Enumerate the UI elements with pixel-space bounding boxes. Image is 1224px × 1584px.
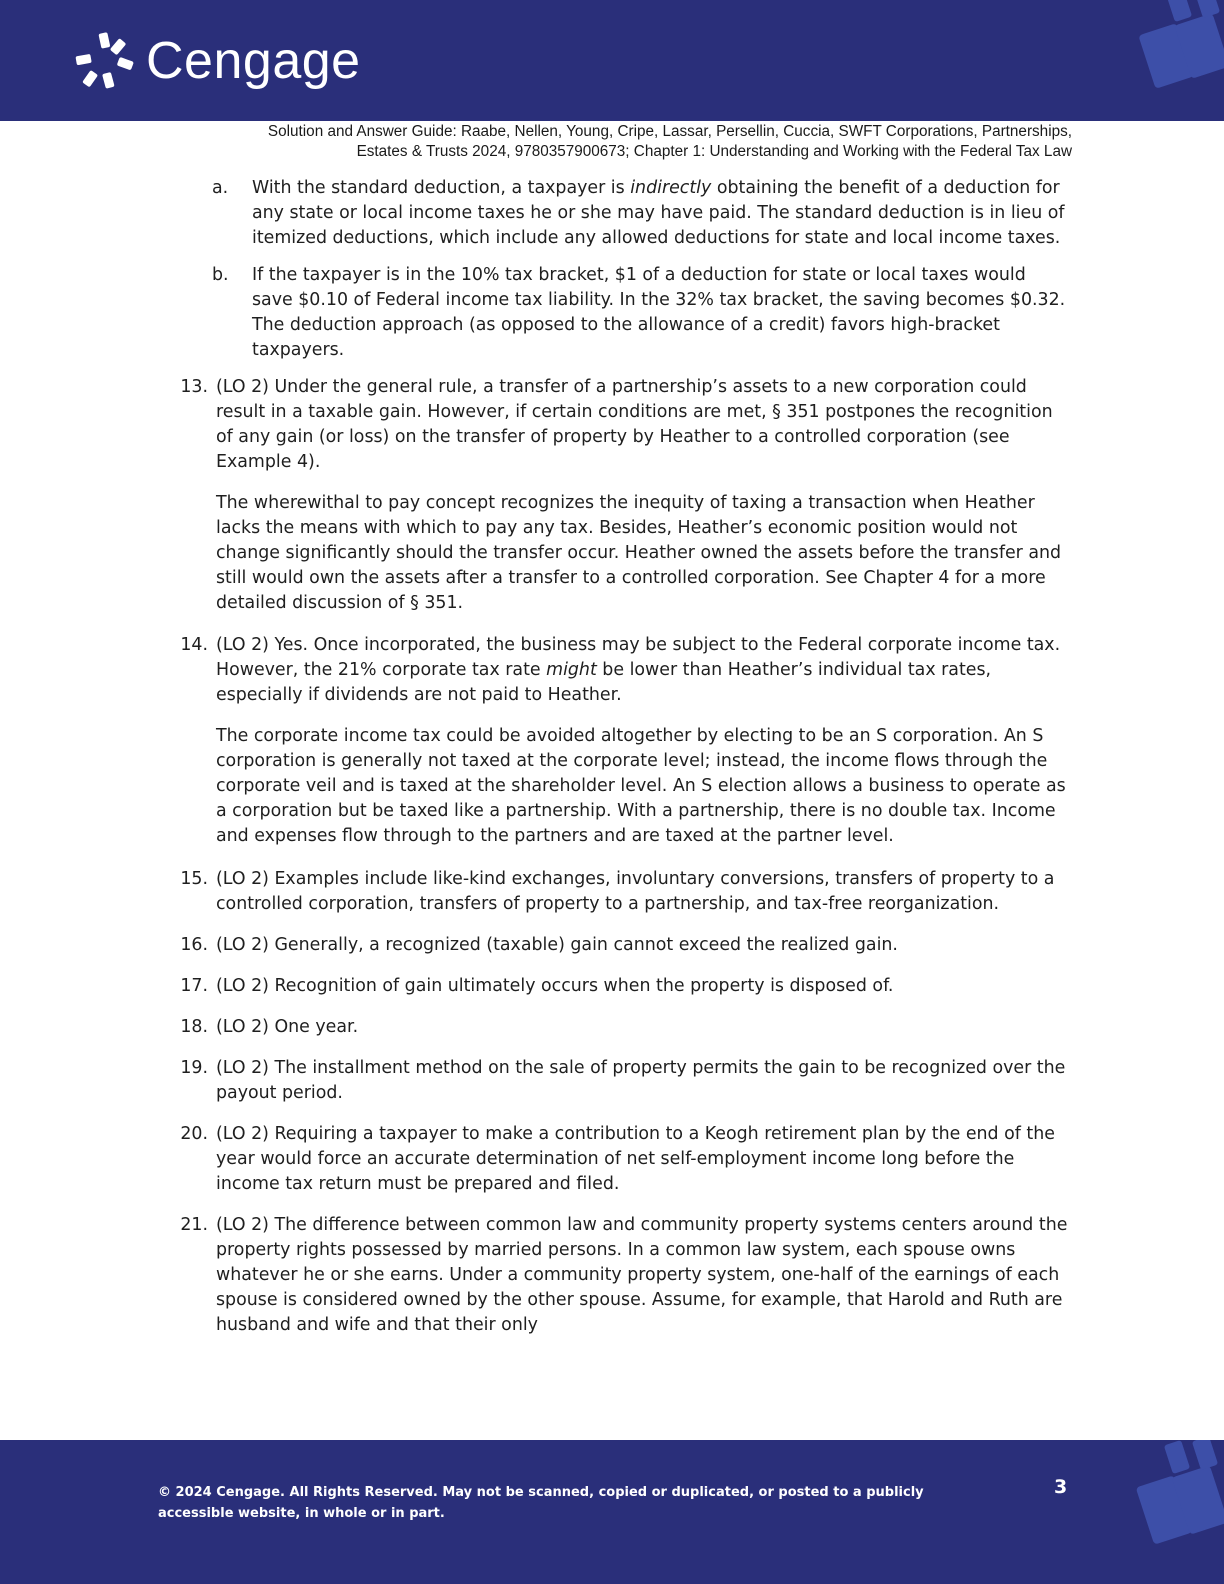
answer-list (0, 176, 1224, 1338)
decorative-blocks-icon (1134, 1440, 1224, 1584)
header-band (0, 0, 1224, 121)
item-text: (LO 2) Under the general rule, a transfer of a partnership’s assets to a new corporation could result in a taxable gain. However, if certain conditions are met, § 351 postpones the recognition of any gain (or loss) on the transfer of property by Heather to a controlled corporation (see Example 4). (216, 377, 1053, 472)
cengage-logo-mark-icon (74, 31, 138, 91)
item-number: 14. (180, 635, 208, 656)
list-item (0, 633, 1072, 708)
page-number: 3 (1054, 1476, 1068, 1498)
item-paragraph: The wherewithal to pay concept recognizes the inequity of taxing a transaction when Heather lacks the means with which to pay any tax. Besides, Heather’s economic position would not change significantly should the transfer occur. Heather owned the assets before the transfer and still would own the assets after a transfer to a controlled corporation. See Chapter 4 for a more detailed discussion of § 351. (216, 493, 1062, 613)
item-number: 17. (180, 975, 208, 996)
list-item (0, 867, 1072, 917)
item-text: (LO 2) The difference between common law and community property systems centers around the property rights possessed by married persons. In a common law system, each spouse owns whatever he or she earns. Under a community property system, one-half of the earnings of each spouse is considered owned by the other spouse. Assume, for example, that Harold and Ruth are husband and wife and that their only (216, 1214, 1068, 1335)
item-label: b. (212, 265, 229, 285)
list-item (0, 1056, 1072, 1106)
item-text: (LO 2) One year. (216, 1016, 359, 1037)
item-number: 15. (180, 868, 208, 889)
list-item (0, 1122, 1072, 1197)
item-label: a. (212, 178, 229, 198)
item-paragraph: The corporate income tax could be avoided altogether by electing to be an S corporation. An S corporation is generally not taxed at the corporate level; instead, the income flows through the corporate veil and is taxed at the shareholder level. An S election allows a business to operate as a corporation but be taxed like a partnership. With a partnership, there is no double tax. Income and expenses flow through to the partners and are taxed at the partner level. (216, 726, 1066, 847)
item-number: 13. (180, 377, 208, 397)
list-item (0, 1015, 1072, 1040)
item-text: (LO 2) Yes. Once incorporated, the business may be subject to the Federal corporate income tax. However, the 21% corporate tax rate might be lower than Heather’s individual tax rates, especially if dividends are not paid to Heather. (216, 635, 1061, 706)
list-item (0, 375, 1072, 475)
item-number: 20. (180, 1123, 208, 1144)
list-item (0, 1213, 1072, 1338)
item-number: 18. (180, 1016, 208, 1037)
item-number: 21. (180, 1214, 208, 1235)
brand-name: Cengage (146, 32, 361, 90)
copyright-notice: © 2024 Cengage. All Rights Reserved. May not be scanned, copied or duplicated, or posted to a publicly accessible website, in whole or in part. (158, 1485, 924, 1521)
item-text: (LO 2) Examples include like-kind exchanges, involuntary conversions, transfers of property to a controlled corporation, transfers of property to a partnership, and tax-free reorganization. (216, 868, 1055, 914)
item-text: (LO 2) The installment method on the sale of property permits the gain to be recognized over the payout period. (216, 1057, 1066, 1103)
running-head-line-1: Solution and Answer Guide: Raabe, Nellen, Young, Cripe, Lassar, Persellin, Cuccia, SWFT Corporations, Partnerships, (267, 123, 1072, 140)
list-item (0, 176, 1067, 251)
running-head (150, 122, 1072, 162)
list-item (0, 974, 1072, 999)
list-item (0, 263, 1067, 363)
list-item (0, 933, 1072, 958)
item-number: 16. (180, 934, 208, 955)
footer-band (0, 1440, 1224, 1584)
running-head-line-2: Estates & Trusts 2024, 9780357900673; Chapter 1: Understanding and Working with the Federal Tax Law (356, 143, 1072, 160)
item-text: (LO 2) Requiring a taxpayer to make a contribution to a Keogh retirement plan by the end of the year would force an accurate determination of net self-employment income long before the income tax return must be prepared and filed. (216, 1123, 1055, 1194)
item-text: If the taxpayer is in the 10% tax bracket, $1 of a deduction for state or local taxes would save $0.10 of Federal income tax liability. In the 32% tax bracket, the saving becomes $0.32. The deduction approach (as opposed to the allowance of a credit) favors high-bracket taxpayers. (252, 265, 1066, 360)
item-text: With the standard deduction, a taxpayer is indirectly obtaining the benefit of a deduction for any state or local income taxes he or she may have paid. The standard deduction is in lieu of itemized deductions, which include any allowed deductions for state and local income taxes. (252, 178, 1065, 248)
decorative-blocks-icon (1134, 0, 1224, 121)
item-number: 19. (180, 1057, 208, 1078)
item-text: (LO 2) Recognition of gain ultimately occurs when the property is disposed of. (216, 975, 894, 996)
cengage-logo (74, 30, 361, 92)
item-text: (LO 2) Generally, a recognized (taxable) gain cannot exceed the realized gain. (216, 934, 898, 955)
